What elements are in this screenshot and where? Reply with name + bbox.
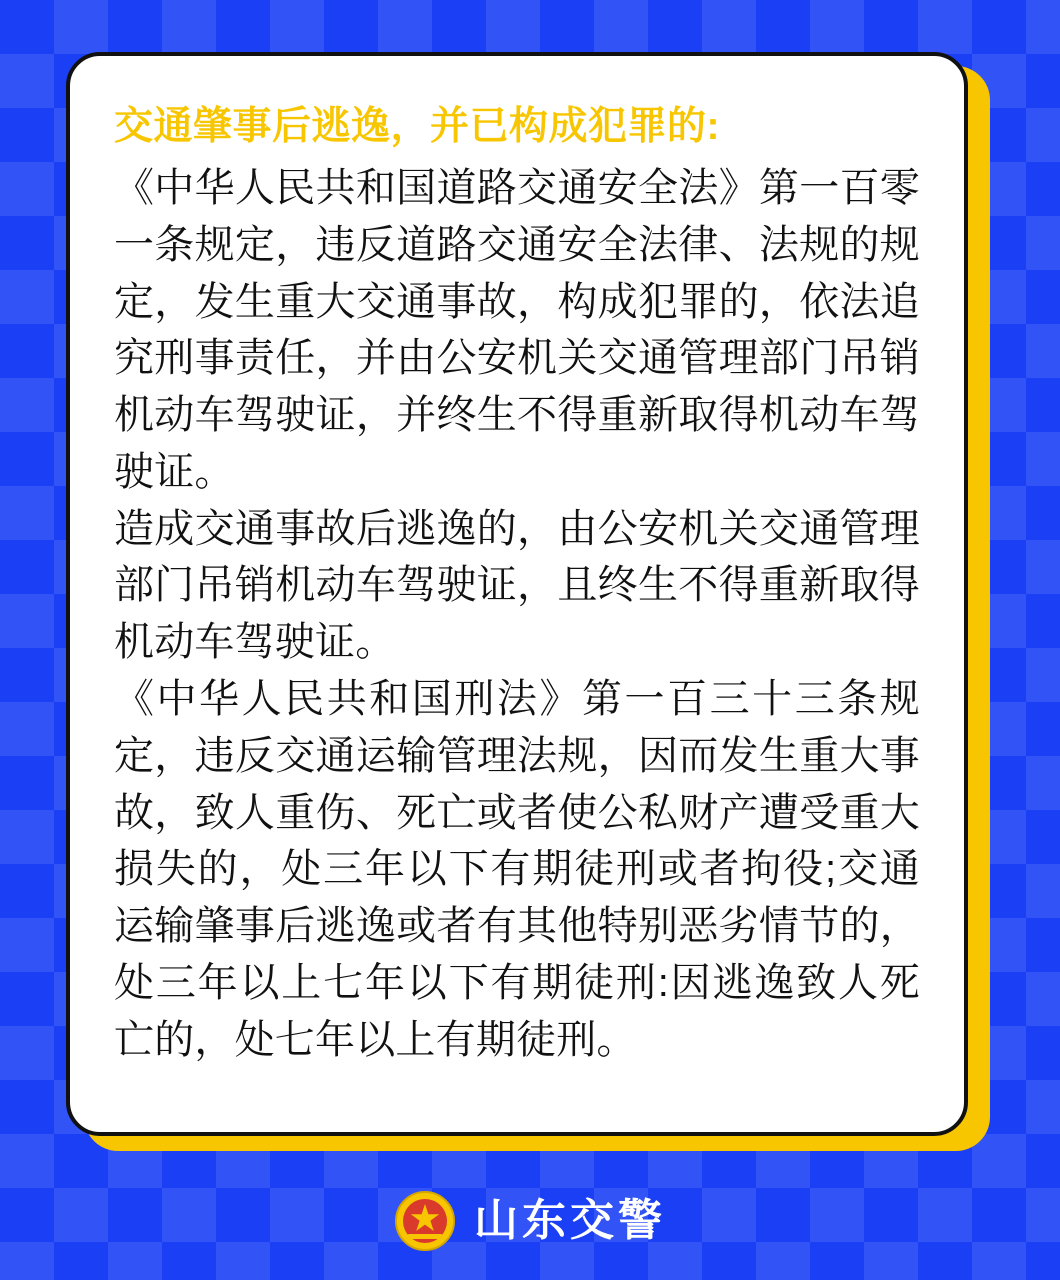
law-paragraph-2: 造成交通事故后逃逸的，由公安机关交通管理部门吊销机动车驾驶证，且终生不得重新取得机动车驾驶证。 — [114, 506, 920, 665]
police-badge-icon — [394, 1190, 456, 1252]
content-card — [66, 52, 968, 1136]
law-paragraph-1: 《中华人民共和国道路交通安全法》第一百零一条规定，违反道路交通安全法律、法规的规定，发生重大交通事故，构成犯罪的，依法追究刑事责任，并由公安机关交通管理部门吊销机动车驾驶证，并终生不得重新取得机动车驾驶证。 — [114, 165, 920, 494]
law-paragraph-3: 《中华人民共和国刑法》第一百三十三条规定，违反交通运输管理法规，因而发生重大事故，致人重伤、死亡或者使公私财产遭受重大损失的，处三年以下有期徒刑或者拘役;交通运输肇事后逃逸或者有其他特别恶劣情节的，处三年以上七年以下有期徒刑:因逃逸致人死亡的，处七年以上有期徒刑。 — [114, 677, 920, 1062]
footer-label: 山东交警 — [474, 1196, 666, 1245]
card-heading: 交通肇事后逃逸，并已构成犯罪的: — [114, 105, 720, 148]
footer — [0, 1190, 1060, 1252]
